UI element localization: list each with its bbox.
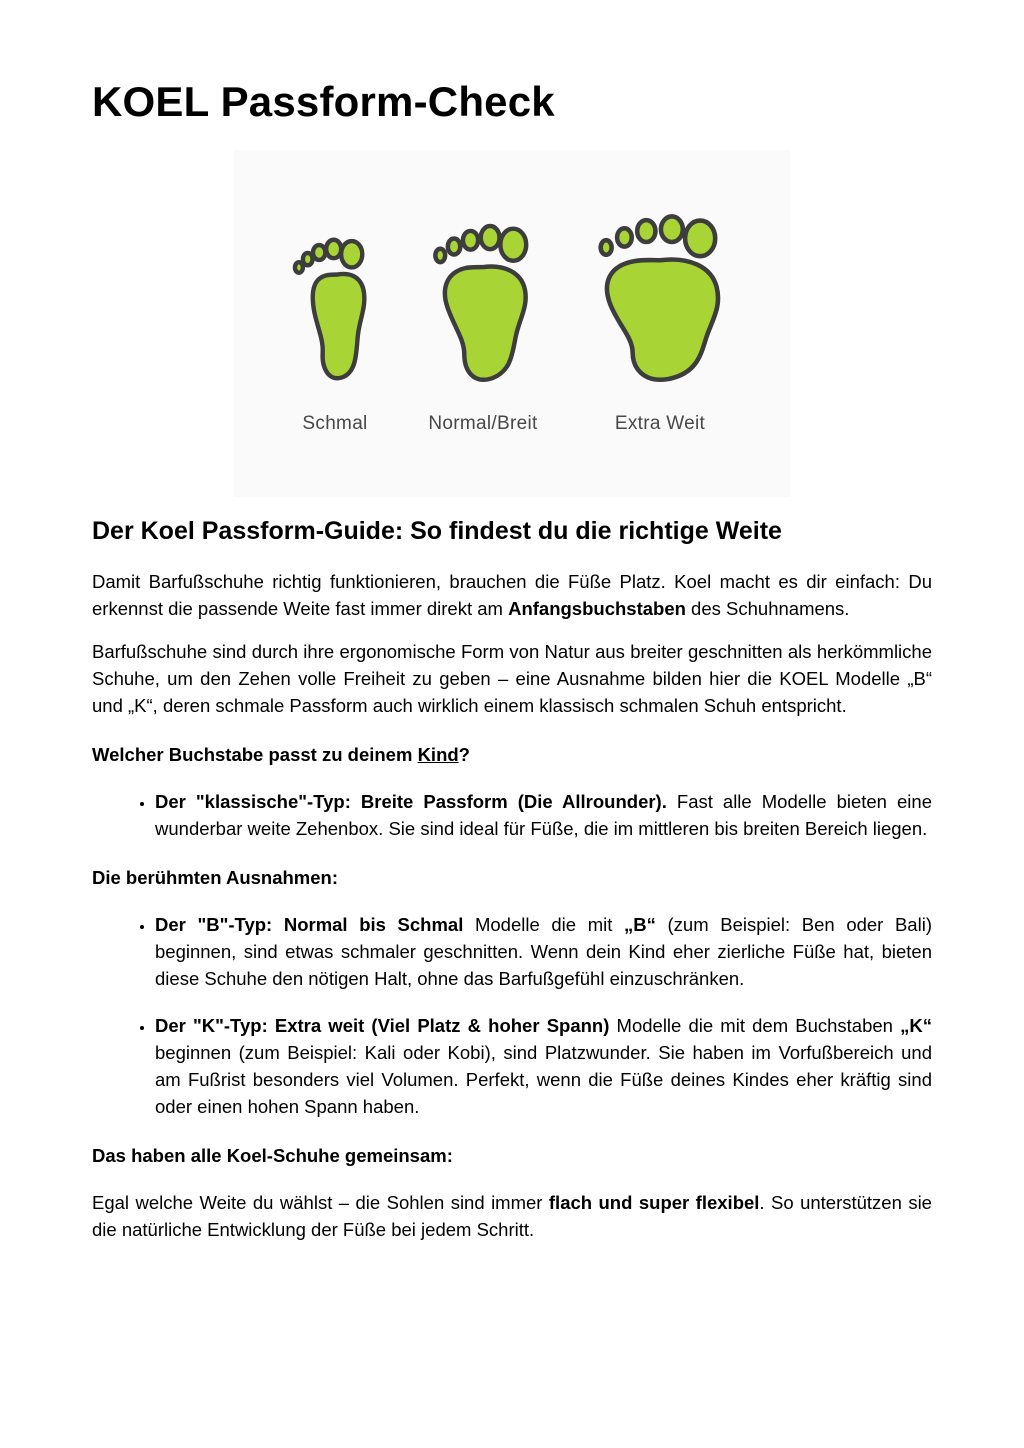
bold-text-run: „K“ — [900, 1015, 932, 1036]
letter-question-heading — [92, 741, 932, 768]
exceptions-heading: Die berühmten Ausnahmen: — [92, 867, 339, 888]
underlined-text-run: Kind — [417, 744, 459, 765]
foot-wide — [587, 210, 733, 435]
text-run: Fast alle Modelle bieten eine wunderbar weite Zehenbox. Sie sind ideal für Füße, die im mittleren bis breiten Bereich liegen. — [155, 791, 932, 839]
bold-text-run: Der "B"-Typ: Normal bis Schmal — [155, 914, 464, 935]
foot-narrow — [291, 226, 379, 435]
page-title: KOEL Passform-Check — [92, 78, 555, 125]
text-run: ? — [458, 744, 470, 765]
text-run: . So unterstützen sie die natürliche Entwicklung der Füße bei jedem Schritt. — [92, 1192, 932, 1240]
bold-text-run: „B“ — [624, 914, 656, 935]
outro-paragraph — [92, 1189, 932, 1243]
common-heading: Das haben alle Koel-Schuhe gemeinsam: — [92, 1145, 453, 1166]
bold-text-run: Anfangsbuchstaben — [508, 598, 686, 619]
list-item-k-type — [155, 1012, 932, 1120]
text-run: Egal welche Weite du wählst – die Sohlen sind immer — [92, 1192, 549, 1213]
normal-footprint-icon — [425, 218, 541, 389]
foot-width-diagram — [234, 150, 790, 497]
guide-heading: Der Koel Passform-Guide: So findest du die richtige Weite — [92, 517, 782, 545]
text-run: Modelle die mit dem Buchstaben — [609, 1015, 901, 1036]
foot-width-label: Normal/Breit — [428, 413, 538, 434]
text-run: (zum Beispiel: Ben oder Bali) beginnen, sind etwas schmaler geschnitten. Wenn dein Kind eher zierliche Füße hat, bieten diese Schuhe den nötigen Halt, ohne das Barfußgefühl einzuschränken. — [155, 914, 932, 989]
foot-width-label: Extra Weit — [614, 413, 706, 434]
bold-text-run: flach und super flexibel — [548, 1192, 760, 1213]
text-run: des Schuhnamens. — [685, 598, 850, 619]
wide-footprint-icon — [587, 210, 733, 389]
bold-text-run: Der "klassische"-Typ: Breite Passform (Die Allrounder). — [155, 791, 667, 812]
foot-width-label: Schmal — [302, 413, 368, 434]
list-item-classic-type — [155, 788, 932, 842]
text-run: Damit Barfußschuhe richtig funktionieren, brauchen die Füße Platz. Koel macht es dir einfach: Du erkennst die passende Weite fast immer direkt am — [92, 571, 932, 619]
exceptions-list — [92, 911, 932, 1120]
narrow-footprint-icon — [291, 226, 379, 389]
allrounder-list — [92, 788, 932, 842]
feet-row — [254, 210, 770, 435]
bold-text-run: Der "K"-Typ: Extra weit (Viel Platz & hoher Spann) — [155, 1015, 610, 1036]
text-run: Welcher Buchstabe passt zu deinem — [92, 744, 418, 765]
shape-paragraph: Barfußschuhe sind durch ihre ergonomische Form von Natur aus breiter geschnitten als herkömmliche Schuhe, um den Zehen volle Freiheit zu geben – eine Ausnahme bilden hier die KOEL Modelle „B“ und „K“, deren schmale Passform auch wirklich einem klassisch schmalen Schuh entspricht. — [92, 641, 932, 716]
list-item-b-type — [155, 911, 932, 992]
intro-paragraph — [92, 568, 932, 622]
text-run: beginnen (zum Beispiel: Kali oder Kobi), sind Platzwunder. Sie haben im Vorfußbereich und am Fußrist besonders viel Volumen. Perfekt, wenn die Füße deines Kindes eher kräftig sind oder einen hohen Spann haben. — [155, 1042, 932, 1117]
text-run: Modelle die mit — [463, 914, 624, 935]
foot-normal — [425, 218, 541, 435]
